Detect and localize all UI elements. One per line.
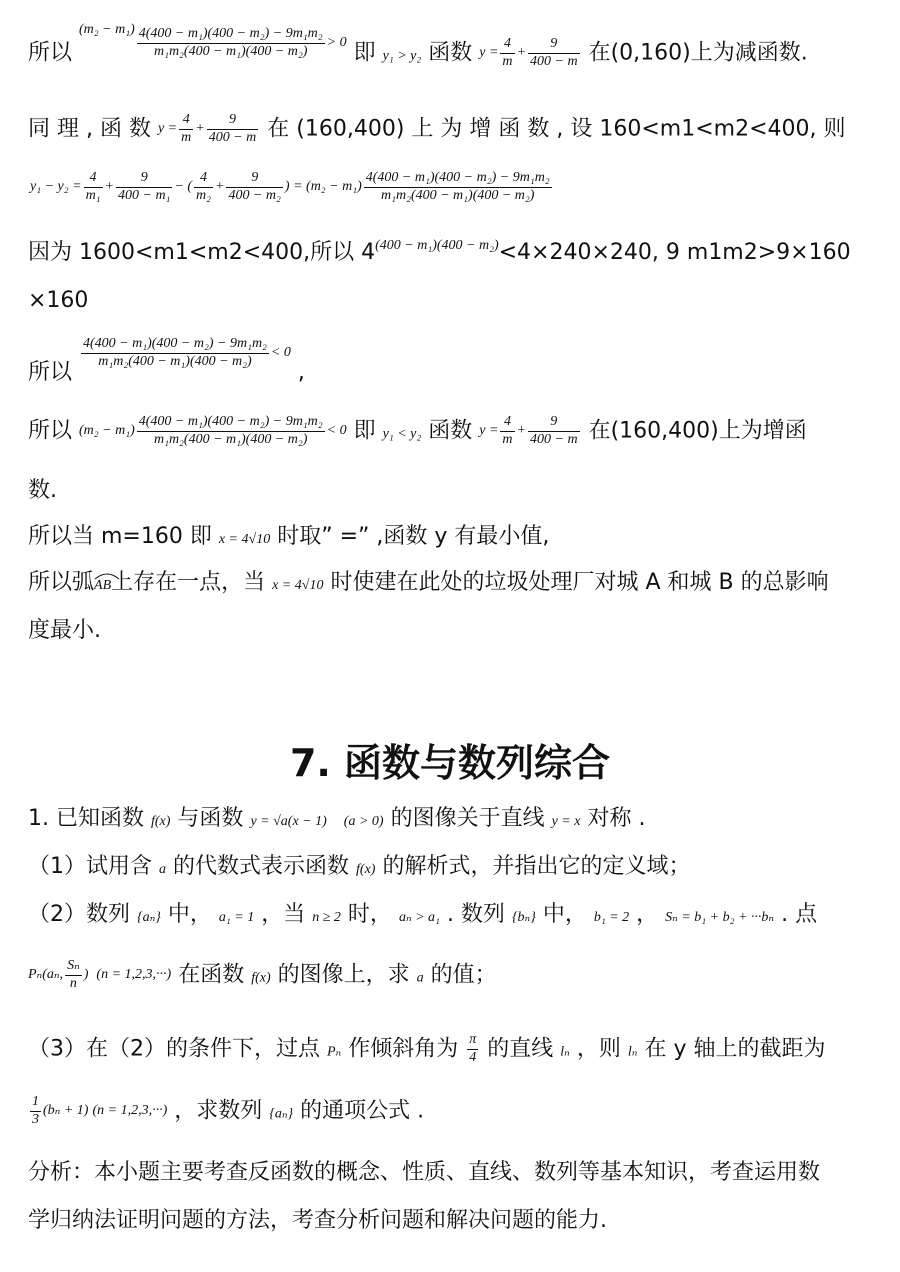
fraction [467,1032,478,1067]
formula-angle [465,1032,480,1067]
range: (n = 1,2,3,···) [92,1102,168,1118]
minus: − ( [174,178,193,194]
formula-an: {aₙ} [269,1106,294,1122]
lhs: y₁ − y₂ = [30,178,82,194]
line-6 [28,336,305,386]
text: 度最小. [28,618,101,643]
line-4 [28,240,851,266]
problem-line-3 [28,902,817,928]
range: (n = 1,2,3,···) [96,966,172,982]
analysis-line-2 [28,1208,607,1234]
numerator: 9 [528,414,580,432]
numerator: 4 [194,170,213,188]
formula-intercept [28,1094,167,1129]
arc-icon [94,572,120,580]
plus: + [104,178,114,194]
factor: (m₂ − m₁) [79,422,135,438]
y-eq: y = [479,422,499,438]
fraction [137,414,325,449]
text: 所以 [28,40,73,66]
text: 的通项公式 . [300,1098,425,1124]
formula-function [479,36,581,71]
text: 的图像上，求 [277,962,410,988]
numerator: π [467,1032,478,1050]
text: 在(160,400)上为增函 [588,418,807,444]
text: 的解析式，并指出它的定义域； [382,854,691,879]
text: 的图像关于直线 [390,806,545,831]
denominator: 400 − m [208,129,257,145]
text: 学归纳法证明问题的方法，考查分析问题和解决问题的能力. [28,1208,607,1233]
line-1 [28,21,808,71]
text: （1）试用含 [28,854,152,879]
text: 同 理 , 函 数 [28,116,151,142]
text: 分析：本小题主要考查反函数的概念、性质、直线、数列等基本知识，考查运用数 [28,1160,821,1185]
text: ，求数列 [174,1098,263,1124]
arc-text: AB [94,578,112,593]
line-2 [28,112,845,147]
line-5 [28,288,88,314]
fraction [137,26,325,61]
formula-y1-lt-y2: y₁ < y₂ [382,426,422,442]
text: 中， [167,902,212,927]
formula-fraction [79,336,291,371]
formula-y1-gt-y2: y₁ > y₂ [382,48,422,64]
text: <4×240×240, 9 m1m2>9×160 [498,240,851,265]
fraction [207,112,259,147]
fraction [179,112,193,147]
formula-sqrt: y = √a(x − 1) [250,814,327,829]
text: 所以弧 [28,570,95,595]
formula-point [28,958,171,993]
numerator: 9 [116,170,172,188]
formula-ln: lₙ [560,1044,570,1060]
text: 函数 [428,418,473,444]
fraction [364,170,552,205]
formula-line: y = x [551,814,581,829]
denominator: m₁ [85,187,101,203]
formula [30,170,554,205]
formula-bn: {bₙ} [511,910,536,925]
numerator: 9 [226,170,282,188]
text: ，则 [576,1036,621,1062]
formula-function [479,414,581,449]
text: 的值； [430,962,497,988]
fraction [194,170,213,205]
numerator: 1 [30,1094,41,1112]
line-10 [28,570,829,596]
formula-fraction [79,21,347,61]
denominator: 4 [469,1049,477,1065]
text: 时使建在此处的垃圾处理厂对城 A 和城 B 的总影响 [330,570,829,595]
term: (bₙ + 1) [43,1102,89,1118]
text: 上存在一点，当 [111,570,266,595]
y-eq: y = [157,120,178,136]
fraction [528,414,580,449]
numerator: 4 [500,414,514,432]
text: 即 [353,40,376,66]
formula-x: x = 4√10 [272,578,324,593]
formula-a: a [416,970,424,986]
denominator: 400 − m [530,431,578,447]
fraction [65,958,82,993]
formula-pn: Pₙ [327,1044,342,1060]
denominator: m₁m₂(400 − m₁)(400 − m₂) [380,187,535,203]
fraction [500,414,514,449]
numerator: 4 [500,36,514,54]
fraction [81,336,269,371]
denominator: 400 − m₂ [228,187,281,203]
text: 所以 [28,360,73,386]
denominator: m₁m₂(400 − m₁)(400 − m₂) [98,353,252,369]
formula-fx: f(x) [356,862,376,877]
plus: + [215,178,225,194]
text: 与函数 [177,806,244,831]
fraction [116,170,172,205]
problem-line-4 [28,958,497,993]
point-suffix: ) [83,966,89,982]
text: , [297,360,305,386]
text: 1. 已知函数 [28,806,144,831]
numerator: 4 [179,112,193,130]
denominator: 400 − m₁ [118,187,171,203]
denominator: m [181,129,192,145]
text: 的直线 [487,1036,554,1062]
problem-line-1 [28,806,645,832]
denominator: m [502,53,513,69]
line-3-formula [30,170,554,205]
line-9 [28,524,549,550]
line-8 [28,478,57,504]
formula-fraction [79,414,347,449]
plus: + [516,422,526,438]
fraction [226,170,282,205]
problem-line-6 [28,1094,424,1129]
formula-n: n ≥ 2 [312,910,341,925]
fraction [500,36,514,71]
text: 对称 . [587,806,646,831]
denominator: m₂ [196,187,212,203]
text: 的代数式表示函数 [173,854,350,879]
text: 所以 [28,418,73,444]
text: 时取” =” ,函数 y 有最小值, [277,524,550,549]
point-prefix: Pₙ(aₙ, [28,966,64,982]
arc-label [94,574,111,595]
text: 在函数 [178,962,245,988]
text: 所以当 m=160 即 [28,524,212,549]
line-11 [28,618,101,644]
text: 在 (160,400) 上 为 增 函 数 , 设 160<m1<m2<400, 则 [267,116,846,142]
denominator: 3 [32,1111,39,1127]
formula-b1: b₁ = 2 [593,910,630,925]
numerator: 4(400 − m₁)(400 − m₂) − 9m₁m₂ [137,414,325,432]
numerator: 4(400 − m₁)(400 − m₂) − 9m₁m₂ [137,26,325,44]
denominator: m₁m₂(400 − m₁)(400 − m₂) [153,43,308,59]
inequality: < 0 [270,344,291,360]
formula-x: x = 4√10 [218,532,271,547]
factor: (m₂ − m₁) [79,21,135,37]
section-heading: 7. 函数与数列综合 [289,741,611,785]
denominator: m₁m₂(400 − m₁)(400 − m₂) [153,431,308,447]
text: 在 y 轴上的截距为 [644,1036,826,1062]
text: ， [636,902,659,927]
rhs-factor: ) = (m₂ − m₁) [284,178,362,194]
inequality: > 0 [326,34,347,50]
text: 作倾斜角为 [348,1036,459,1062]
text: ×160 [28,288,89,313]
text: 即 [353,418,376,444]
problem-line-2 [28,854,690,880]
plus: + [516,44,526,60]
superscript-product: (400 − m₁)(400 − m₂) [375,238,499,253]
numerator: 4(400 − m₁)(400 − m₂) − 9m₁m₂ [364,170,552,188]
text: 中， [542,902,587,927]
numerator: 9 [528,36,580,54]
formula-fx: f(x) [150,814,171,829]
text: . 点 [781,902,818,927]
formula-an: {aₙ} [137,910,161,925]
inequality: < 0 [326,422,347,438]
denominator: m [502,431,513,447]
formula-ln: lₙ [627,1044,638,1060]
text: 因为 1600<m1<m2<400,所以 4 [28,240,376,265]
fraction [30,1094,41,1129]
numerator: 4 [84,170,103,188]
formula-a: a [159,862,166,877]
numerator: Sₙ [65,958,82,976]
y-eq: y = [479,44,499,60]
text: . 数列 [446,902,505,927]
text: 函数 [428,40,473,66]
denominator: 400 − m [530,53,578,69]
line-7 [28,414,807,449]
analysis-line-1 [28,1160,820,1186]
formula-condition: (a > 0) [343,814,384,829]
text: 数. [28,478,57,503]
formula-fx: f(x) [251,970,271,986]
formula-an-gt: aₙ > a₁ [398,910,440,925]
plus: + [195,120,205,136]
fraction [528,36,580,71]
text: 时， [347,902,392,927]
text: 在(0,160)上为减函数. [588,40,808,66]
numerator: 4(400 − m₁)(400 − m₂) − 9m₁m₂ [81,336,269,354]
problem-line-5 [28,1032,825,1067]
formula-a1: a₁ = 1 [218,910,255,925]
text: （2）数列 [28,902,130,927]
denominator: n [69,975,77,991]
formula-function [158,112,260,147]
text: （3）在（2）的条件下，过点 [28,1036,320,1062]
formula-sn: Sₙ = b₁ + b₂ + ···bₙ [665,910,775,925]
numerator: 9 [207,112,259,130]
fraction [84,170,103,205]
text: ，当 [261,902,306,927]
